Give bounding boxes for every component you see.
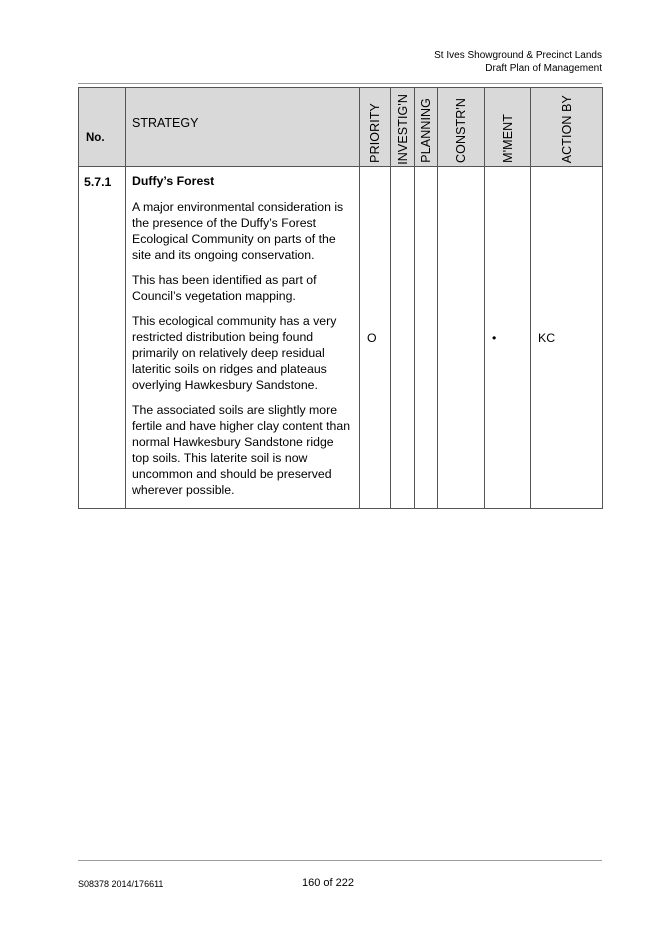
col-header-investig: INVESTIG'N	[391, 88, 415, 167]
header-subtitle: Draft Plan of Management	[485, 63, 602, 74]
header-divider	[78, 83, 602, 84]
row-strategy	[126, 167, 360, 509]
header-title: St Ives Showground & Precinct Lands	[434, 50, 602, 61]
strategy-paragraph: A major environmental consideration is the presence of the Duffy’s Forest Ecological Community on parts of the site and its ongoing conservation.	[132, 200, 344, 262]
col-header-constr: CONSTR'N	[438, 88, 485, 167]
col-header-strategy: STRATEGY	[126, 88, 360, 167]
cell-planning	[415, 167, 438, 509]
col-header-planning: PLANNING	[415, 88, 438, 167]
strategy-paragraph: This has been identified as part of Council’s vegetation mapping.	[132, 273, 317, 303]
col-header-action-by: ACTION BY	[531, 88, 603, 167]
col-header-mment: M'MENT	[485, 88, 531, 167]
document-header	[434, 49, 602, 75]
cell-investig	[391, 167, 415, 509]
strategy-table	[78, 87, 603, 509]
col-header-no: No.	[79, 88, 126, 167]
strategy-paragraph: The associated soils are slightly more fertile and have higher clay content than normal Hawkesbury Sandstone ridge top soils. This laterite soil is now uncommon and should be preserved wherever possible.	[132, 403, 351, 497]
row-number: 5.7.1	[79, 167, 126, 509]
table-row	[79, 167, 603, 509]
col-header-priority: PRIORITY	[360, 88, 391, 167]
footer-reference: S08378 2014/176611	[78, 879, 164, 889]
strategy-paragraph: This ecological community has a very restricted distribution being found primarily on relatively deep residual lateritic soils on ridges and plateaus overlying Hawkesbury Sandstone.	[132, 314, 337, 392]
cell-mment: •	[485, 167, 531, 509]
cell-action-by: KC	[531, 167, 603, 509]
footer-divider	[78, 860, 602, 861]
table-header-row	[79, 88, 603, 167]
page-number: 160 of 222	[302, 877, 354, 889]
cell-priority: O	[360, 167, 391, 509]
cell-constr	[438, 167, 485, 509]
strategy-title: Duffy’s Forest	[132, 174, 215, 188]
